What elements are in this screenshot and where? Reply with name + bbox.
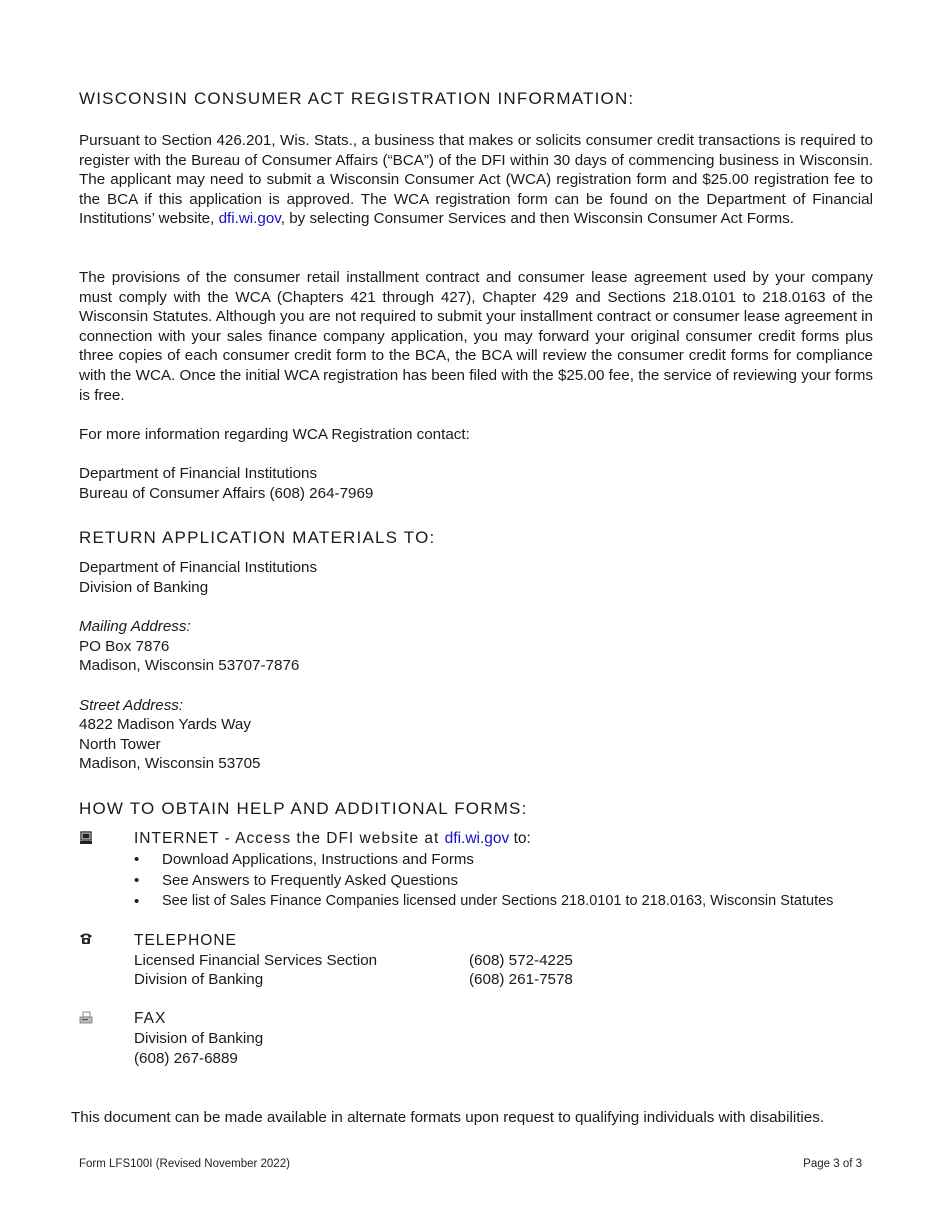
list-item-text: Download Applications, Instructions and Forms [162, 851, 474, 868]
return-section-title: RETURN APPLICATION MATERIALS TO: [79, 528, 436, 547]
telephone-row-1-number: (608) 572-4225 [469, 952, 573, 969]
telephone-row-2-label: Division of Banking [134, 971, 264, 988]
mailing-address-label: Mailing Address: [79, 618, 191, 635]
help-section-title: HOW TO OBTAIN HELP AND ADDITIONAL FORMS: [79, 799, 528, 818]
street-address-line-2: North Tower [79, 736, 161, 753]
dfi-website-link-2[interactable]: dfi.wi.gov [444, 830, 510, 847]
return-org-1: Department of Financial Institutions [79, 559, 318, 576]
telephone-heading: TELEPHONE [134, 932, 237, 949]
internet-heading-suffix: to: [509, 830, 531, 847]
wca-paragraph-2: The provisions of the consumer retail installment contract and consumer lease agreement used by your company must comply with the WCA (Chapters 421 through 427), Chapter 429 and Sections 218.0101 to 218.0163 of the Wisconsin Statutes. Although you are not required to submit your installment contract or consumer lease agreement in connection with your sales finance company application, you may forward your original consumer credit forms plus three copies of each consumer credit form to the BCA, the BCA will review the consumer credit forms for compliance with the WCA. Once the initial WCA registration has been filed with the $25.00 fee, the service of reviewing your forms is free. [79, 269, 873, 404]
mailing-address-line-2: Madison, Wisconsin 53707-7876 [79, 657, 300, 674]
wca-paragraph-1 [79, 131, 873, 229]
wca-contact-intro: For more information regarding WCA Registration contact: [79, 426, 470, 443]
list-item-text: See Answers to Frequently Asked Questions [162, 872, 458, 889]
fax-number: (608) 267-6889 [134, 1050, 238, 1067]
wca-contact-bureau: Bureau of Consumer Affairs (608) 264-7969 [79, 485, 374, 502]
dfi-website-link[interactable]: dfi.wi.gov [218, 210, 281, 228]
return-org-2: Division of Banking [79, 579, 209, 596]
mailing-address-line-1: PO Box 7876 [79, 638, 170, 655]
internet-heading-text: INTERNET - Access the DFI website at [134, 830, 445, 847]
wca-p1-text-b: , by selecting Consumer Services and then Wisconsin Consumer Act Forms. [280, 210, 794, 228]
wca-section-title: WISCONSIN CONSUMER ACT REGISTRATION INFORMATION: [79, 89, 635, 108]
internet-heading [134, 829, 531, 849]
fax-heading: FAX [134, 1010, 167, 1027]
bullet-dot: • [134, 851, 140, 868]
street-address-line-1: 4822 Madison Yards Way [79, 716, 251, 733]
street-address-line-3: Madison, Wisconsin 53705 [79, 755, 261, 772]
footer-form-id: Form LFS100I (Revised November 2022) [79, 1158, 290, 1170]
list-item-text: See list of Sales Finance Companies licensed under Sections 218.0101 to 218.0163, Wisconsin Statutes [162, 893, 834, 909]
wca-p1-text-a: Pursuant to Section 426.201, Wis. Stats., a business that makes or solicits consumer credit transactions is required to register with the Bureau of Consumer Affairs (“BCA”) of the DFI within 30 days of commencing business in Wisconsin. The applicant may need to submit a Wisconsin Consumer Act (WCA) registration form and $25.00 registration fee to the BCA if this application is approved. The WCA registration form can be found on the Department of Financial Institutions’ website, [79, 132, 873, 228]
bullet-dot: • [134, 872, 140, 889]
telephone-row-1-label: Licensed Financial Services Section [134, 952, 378, 969]
street-address-label: Street Address: [79, 697, 184, 714]
bullet-dot: • [134, 893, 140, 910]
footer-page-number: Page 3 of 3 [803, 1158, 862, 1170]
telephone-icon [79, 932, 95, 948]
telephone-row-2-number: (608) 261-7578 [469, 971, 573, 988]
wca-contact-org: Department of Financial Institutions [79, 465, 318, 482]
fax-icon [79, 1011, 95, 1027]
accessibility-note: This document can be made available in alternate formats upon request to qualifying individuals with disabilities. [71, 1109, 825, 1126]
computer-icon [79, 831, 95, 847]
fax-division: Division of Banking [134, 1030, 264, 1047]
